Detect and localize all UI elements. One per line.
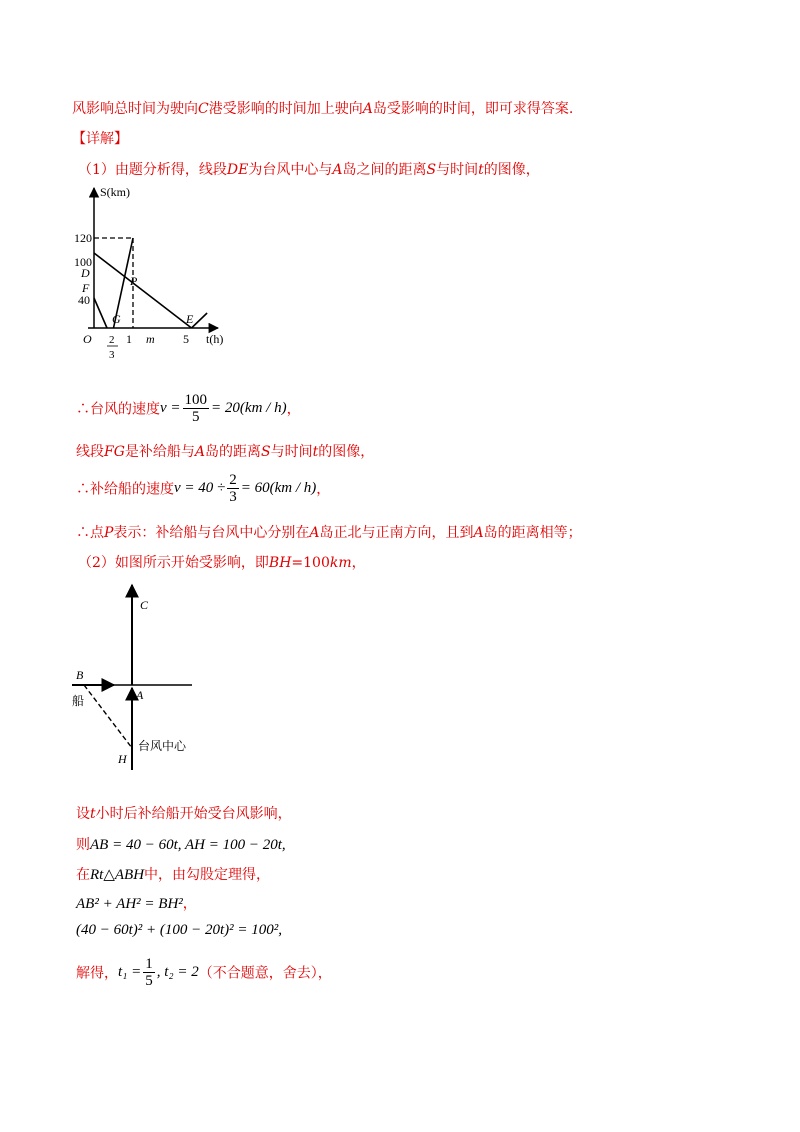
- label-b: B: [76, 668, 84, 682]
- intro-a: A: [362, 101, 373, 117]
- bh-dashed: [84, 685, 132, 748]
- fg-text-4: 与时间: [270, 444, 313, 460]
- sol5-math: (40 − 60t)² + (100 − 20t)² = 100²,: [76, 922, 283, 938]
- solution-line-6: [76, 956, 332, 989]
- ship-speed-lhs: v = 40 ÷: [174, 480, 226, 496]
- p-text-2: 表示：补给船与台风中心分别在: [113, 525, 310, 541]
- part1-text-4: 与时间: [436, 162, 479, 178]
- solution-line-1: [76, 803, 292, 823]
- x-tick-5: 5: [183, 332, 189, 346]
- detail-heading: 【详解】: [72, 131, 128, 147]
- x-tick-1: 1: [126, 332, 132, 346]
- sol4-math: AB² + AH² = BH²: [76, 896, 183, 912]
- sol1-b: 小时后补给船开始受台风影响，: [95, 806, 292, 822]
- label-h: H: [118, 752, 127, 766]
- solution-line-3: [76, 864, 270, 884]
- point-label-d: D: [81, 266, 90, 280]
- fg-fg: FG: [104, 444, 125, 460]
- point-label-g: G: [112, 312, 121, 326]
- part2-text-2: =100: [291, 555, 330, 571]
- series-after-E: [192, 313, 208, 328]
- typhoon-speed-eq: =: [170, 400, 181, 416]
- part1-text-3: 岛之间的距离: [342, 162, 427, 178]
- series-DE: [94, 253, 192, 328]
- part1-text-5: 的图像，: [483, 162, 540, 178]
- ship-speed-end: ，: [316, 481, 331, 498]
- ship-speed-num: 2: [229, 472, 237, 488]
- typhoon-speed-prefix: ∴台风的速度: [76, 401, 160, 418]
- typhoon-speed-fraction: [183, 392, 210, 425]
- sol6-b: （不合题意，舍去），: [198, 965, 332, 982]
- y-tick-100: 100: [74, 255, 92, 269]
- position-figure: [70, 580, 210, 775]
- ship-speed-rhs: = 60(km / h): [240, 480, 317, 496]
- y-tick-120: 120: [74, 231, 92, 245]
- part1-text-2: 为台风中心与: [248, 162, 333, 178]
- intro-text-3: 岛受影响的时间，即可求得答案.: [372, 101, 574, 117]
- sol3-math: Rt△ABH: [90, 867, 145, 883]
- intro-c: C: [198, 101, 209, 117]
- sol6-math-2: , t₂ = 2: [156, 964, 199, 980]
- sol2-a: 则: [76, 837, 90, 853]
- typhoon-speed-line: [76, 392, 301, 425]
- fg-text-2: 是补给船与: [124, 444, 195, 460]
- sol6-fraction: [143, 956, 155, 989]
- point-label-f: F: [82, 281, 90, 295]
- intro-line: [72, 98, 573, 118]
- ship-speed-fraction: [227, 472, 239, 505]
- part1-s: S: [426, 162, 437, 178]
- solution-line-5: [76, 922, 282, 939]
- label-c: C: [140, 598, 149, 612]
- part1-a: A: [332, 162, 343, 178]
- p-text-4: 岛的距离相等；: [483, 525, 582, 541]
- p-text-1: ∴点: [76, 525, 104, 541]
- segment-fg-line: [76, 441, 374, 461]
- fg-t: t: [312, 444, 319, 460]
- fg-text-3: 岛的距离: [205, 444, 262, 460]
- x-axis-label: t(h): [206, 332, 224, 346]
- series-FG: [94, 298, 107, 328]
- intro-text-2: 港受影响的时间加上驶向: [208, 101, 363, 117]
- ship-speed-line: [76, 472, 330, 505]
- fg-text-5: 的图像，: [318, 444, 375, 460]
- part2-line: [78, 552, 366, 572]
- sol6-a: 解得，: [76, 965, 118, 982]
- y-axis-label: S(km): [100, 185, 130, 199]
- part2-text-3: ，: [351, 555, 366, 571]
- part1-de: DE: [226, 162, 249, 178]
- sol3-a: 在: [76, 867, 90, 883]
- part2-text-1: 如图所示开始受影响，即: [114, 555, 269, 571]
- typhoon-speed-num: 100: [184, 392, 208, 408]
- typhoon-speed-den: 5: [192, 409, 200, 425]
- typhoon-speed-v: [160, 400, 181, 416]
- typhoon-speed-rhs: = 20(km / h): [211, 400, 287, 416]
- label-a: A: [136, 688, 144, 702]
- ship-speed-prefix: ∴补给船的速度: [76, 481, 174, 498]
- p-a2: A: [473, 525, 484, 541]
- label-typhoon: 台风中心: [138, 739, 187, 753]
- part2-km: km: [329, 555, 352, 571]
- y-tick-40: 40: [78, 293, 90, 307]
- part1-text-1: 由题分析得，线段: [114, 162, 227, 178]
- solution-line-2: [76, 834, 286, 854]
- p-text-3: 岛正北与正南方向，且到: [319, 525, 474, 541]
- part1-label: （1）: [78, 162, 115, 178]
- origin-label: O: [83, 332, 92, 346]
- fg-a: A: [194, 444, 206, 460]
- part1-line: [78, 159, 540, 179]
- sol3-b: 中，由勾股定理得，: [144, 867, 271, 883]
- x-tick-frac-num: 2: [109, 334, 115, 346]
- x-tick-frac-den: 3: [109, 349, 115, 361]
- sol6-num: 1: [145, 956, 153, 972]
- solution-line-4: [76, 893, 197, 913]
- part1-t: t: [478, 162, 484, 178]
- p-a1: A: [309, 525, 320, 541]
- part2-label: （2）: [78, 555, 115, 571]
- fg-s: S: [261, 444, 271, 460]
- x-tick-m: m: [146, 332, 155, 346]
- fg-text-1: 线段: [76, 444, 104, 460]
- p-p: P: [104, 525, 114, 541]
- sol1-t: t: [90, 806, 96, 822]
- label-ship: 船: [72, 694, 85, 708]
- point-p-line: [76, 522, 582, 542]
- point-label-e: E: [186, 312, 194, 326]
- part2-bh: BH: [268, 555, 292, 571]
- sol6-math-1: t₁ =: [118, 964, 142, 980]
- typhoon-speed-end: ，: [286, 401, 301, 418]
- sol1-a: 设: [76, 806, 90, 822]
- sol4-b: ，: [182, 896, 197, 912]
- sol6-den: 5: [145, 973, 153, 989]
- distance-time-chart: [70, 182, 250, 367]
- ship-speed-den: 3: [229, 489, 237, 505]
- sol2-math: AB = 40 − 60t, AH = 100 − 20t,: [90, 837, 286, 853]
- typhoon-speed-var: v: [160, 400, 167, 416]
- point-label-p: P: [130, 274, 138, 288]
- intro-text-1: 风影响总时间为驶向: [72, 101, 198, 117]
